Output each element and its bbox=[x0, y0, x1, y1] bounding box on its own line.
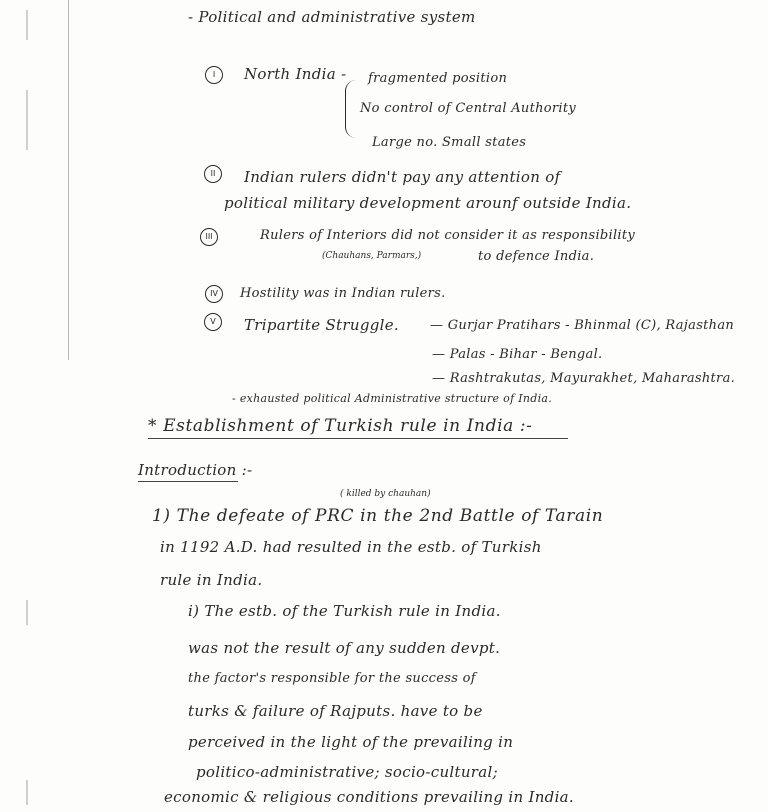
section-heading: * Establishment of Turkish rule in India :- bbox=[148, 416, 533, 436]
para-line: the factor's responsible for the success of bbox=[188, 671, 476, 686]
para-line: politico-administrative; socio-cultural; bbox=[196, 763, 498, 781]
para-line: was not the result of any sudden devpt. bbox=[188, 639, 501, 657]
heading-underline bbox=[148, 438, 568, 439]
summary-line: - exhausted political Administrative structure of India. bbox=[232, 392, 553, 405]
point-text: to defence India. bbox=[478, 249, 595, 264]
para-line: rule in India. bbox=[160, 571, 263, 589]
numeral-badge: IV bbox=[205, 285, 223, 303]
binding-mark bbox=[26, 10, 28, 40]
numeral-badge: V bbox=[204, 313, 222, 331]
numeral-badge: I bbox=[205, 66, 223, 84]
binding-mark bbox=[26, 90, 28, 150]
brace-mark bbox=[345, 80, 356, 138]
point-text: Hostility was in Indian rulers. bbox=[240, 286, 446, 301]
numeral-badge: II bbox=[204, 165, 222, 183]
sub-point: Large no. Small states bbox=[372, 135, 527, 150]
numeral-badge: III bbox=[200, 228, 218, 246]
sub-point: fragmented position bbox=[368, 71, 508, 86]
point-label: North India - bbox=[244, 65, 347, 83]
para-line: perceived in the light of the prevailing in bbox=[188, 733, 514, 751]
para-line: turks & failure of Rajputs. have to be bbox=[188, 702, 483, 720]
para-line: in 1192 A.D. had resulted in the estb. of Turkish bbox=[160, 538, 542, 556]
sub-point: — Gurjar Pratihars - Bhinmal (C), Rajasthan bbox=[430, 318, 735, 333]
sub-point: — Palas - Bihar - Bengal. bbox=[432, 347, 603, 362]
point-note: (Chauhans, Parmars,) bbox=[322, 251, 422, 261]
binding-mark bbox=[26, 780, 28, 805]
intro-underline bbox=[138, 481, 238, 482]
header-line: - Political and administrative system bbox=[188, 8, 476, 26]
point-text: Indian rulers didn't pay any attention of bbox=[244, 168, 561, 186]
sub-point: No control of Central Authority bbox=[360, 101, 577, 116]
point-text: political military development arounf outside India. bbox=[224, 194, 632, 212]
binding-mark bbox=[26, 600, 28, 625]
sub-point: — Rashtrakutas, Mayurakhet, Maharashtra. bbox=[432, 371, 736, 386]
para-line: i) The estb. of the Turkish rule in India. bbox=[188, 602, 501, 620]
para-line: economic & religious conditions prevailing in India. bbox=[164, 788, 574, 806]
intro-label: Introduction :- bbox=[138, 461, 253, 479]
point-text: Rulers of Interiors did not consider it as responsibility bbox=[260, 228, 636, 243]
point-label: Tripartite Struggle. bbox=[244, 316, 399, 334]
margin-note: ( killed by chauhan) bbox=[340, 489, 431, 499]
margin-rule bbox=[68, 0, 69, 360]
para-line: 1) The defeate of PRC in the 2nd Battle of Tarain bbox=[152, 506, 604, 526]
